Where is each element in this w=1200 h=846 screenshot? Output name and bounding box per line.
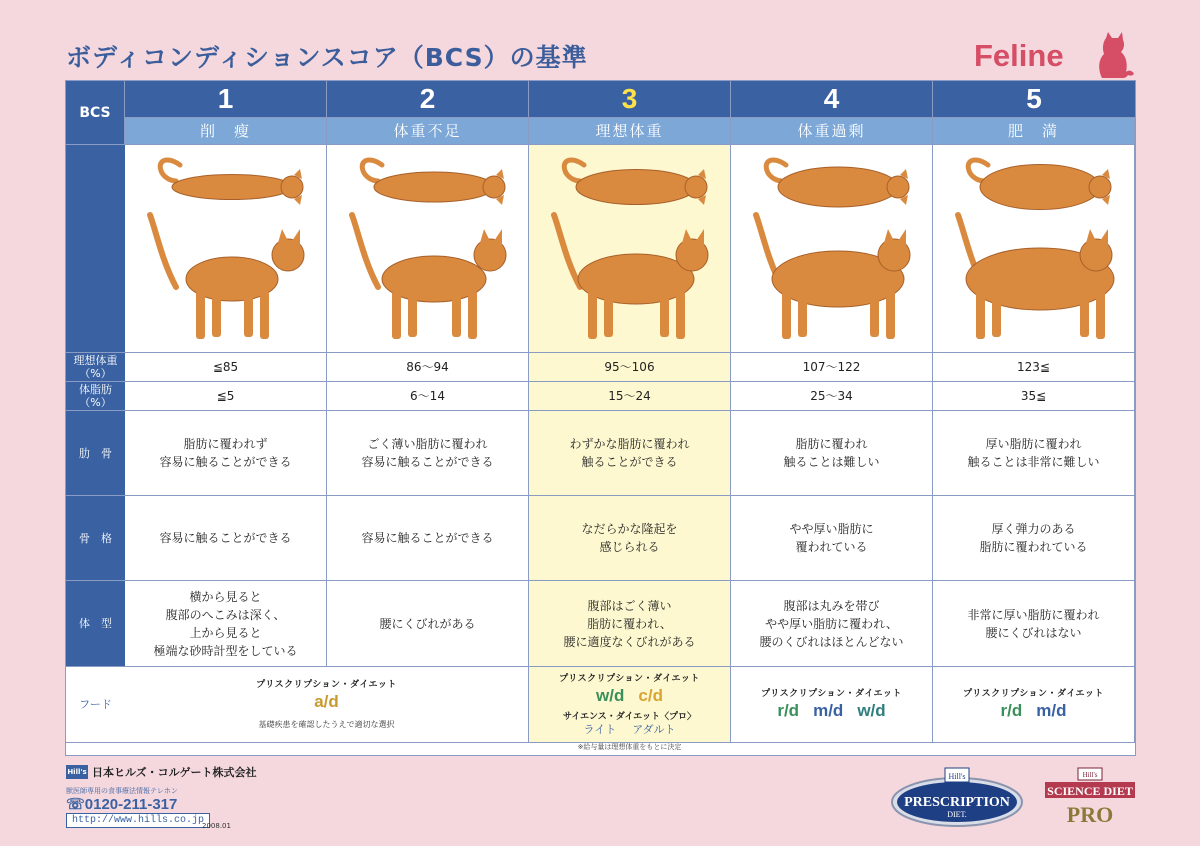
page-title: ボディコンディションスコア（BCS）の基準 xyxy=(66,43,588,72)
pd-main-text: PRESCRIPTION xyxy=(904,795,1010,810)
prescription-diet-title: プリスクリプション・ダイエット xyxy=(761,688,902,699)
row-header-ideal: 理想体重 （%） xyxy=(66,353,125,382)
cell-ribs: 脂肪に覆われ 触ることは難しい xyxy=(731,411,933,496)
cell-ideal: 123≦ xyxy=(933,353,1135,382)
cat-silhouette-icon xyxy=(1088,30,1138,80)
diet-list xyxy=(994,700,1074,722)
science-item: アダルト xyxy=(632,722,676,736)
cell-shape: 腹部は丸みを帯び やや厚い脂肪に覆われ、 腰のくびれはほとんどない xyxy=(731,581,933,667)
cell-ideal: ≦85 xyxy=(125,353,327,382)
image-row-side xyxy=(66,145,125,353)
cat-illustration-4 xyxy=(742,151,922,347)
company-line xyxy=(66,764,256,780)
bcs-score-2: 2 xyxy=(327,81,529,118)
pd-sub-text: DIET. xyxy=(947,810,967,819)
diet-md: m/d xyxy=(1036,700,1067,720)
prescription-diet-title: プリスクリプション・ダイエット xyxy=(963,688,1104,699)
bcs-category-label: 削 瘦 xyxy=(125,118,327,145)
food-cell-1-2 xyxy=(125,667,529,743)
phone-number: ☏0120-211-317 xyxy=(66,796,178,813)
bcs-score-4: 4 xyxy=(731,81,933,118)
cat-illustration-2 xyxy=(338,151,518,347)
row-header-shape: 体 型 xyxy=(66,581,125,667)
footnote: ※給与量は理想体重をもとに決定 xyxy=(577,743,682,751)
cat-image-cell xyxy=(529,145,731,353)
diet-list xyxy=(770,700,892,722)
cell-ribs: ごく薄い脂肪に覆われ 容易に触ることができる xyxy=(327,411,529,496)
website-link[interactable]: http://www.hills.co.jp xyxy=(66,813,210,828)
cat-image-cell xyxy=(327,145,529,353)
cell-shape: 腹部はごく薄い 脂肪に覆われ、 腰に適度なくびれがある xyxy=(529,581,731,667)
cell-ideal: 107～122 xyxy=(731,353,933,382)
bcs-header-label: BCS xyxy=(66,81,125,145)
bcs-score-5: 5 xyxy=(933,81,1135,118)
food-note: 基礎疾患を確認したうえで適切な選択 xyxy=(258,719,395,729)
food-cell-4 xyxy=(731,667,933,743)
diet-rd: r/d xyxy=(777,700,800,720)
cat-image-cell xyxy=(731,145,933,353)
science-diet-pro-logo xyxy=(1043,766,1137,828)
diet-rd: r/d xyxy=(1000,700,1023,720)
bcs-score-1: 1 xyxy=(125,81,327,118)
cell-ideal: 95～106 xyxy=(529,353,731,382)
cell-skeleton: 容易に触ることができる xyxy=(125,496,327,581)
science-diet-items xyxy=(576,723,684,737)
bcs-category-label: 肥 満 xyxy=(933,118,1135,145)
bcs-table xyxy=(65,80,1136,756)
print-date: 2008.01 xyxy=(202,822,231,830)
cell-ribs: わずかな脂肪に覆われ 触ることができる xyxy=(529,411,731,496)
vet-phone-caption: 獣医師専用の食事療法情報テレホン xyxy=(66,787,178,795)
cell-fat: ≦5 xyxy=(125,382,327,411)
row-header-fat: 体脂肪 （%） xyxy=(66,382,125,411)
cell-skeleton: 容易に触ることができる xyxy=(327,496,529,581)
row-header-skeleton: 骨 格 xyxy=(66,496,125,581)
diet-wd: w/d xyxy=(596,685,625,705)
cell-fat: 35≦ xyxy=(933,382,1135,411)
row-header-food: フード xyxy=(66,667,125,743)
bcs-category-label: 体重不足 xyxy=(327,118,529,145)
sd-main-text: SCIENCE DIET xyxy=(1047,784,1133,798)
diet-md: m/d xyxy=(813,700,844,720)
cell-skeleton: なだらかな隆起を 感じられる xyxy=(529,496,731,581)
cell-shape: 横から見ると 腹部のへこみは深く、 上から見ると 極端な砂時計型をしている xyxy=(125,581,327,667)
cell-fat: 25～34 xyxy=(731,382,933,411)
pd-hills-text: Hill's xyxy=(948,772,966,781)
diet-list xyxy=(307,691,346,713)
cell-ribs: 脂肪に覆われず 容易に触ることができる xyxy=(125,411,327,496)
cell-ribs: 厚い脂肪に覆われ 触ることは非常に難しい xyxy=(933,411,1135,496)
diet-ad: a/d xyxy=(314,691,339,711)
cat-image-cell xyxy=(125,145,327,353)
hills-mini-logo: Hill's xyxy=(66,765,88,779)
cat-illustration-3 xyxy=(540,151,720,347)
bcs-category-label: 体重過剰 xyxy=(731,118,933,145)
sd-sub-text: PRO xyxy=(1066,802,1114,827)
cat-illustration-1 xyxy=(136,151,316,347)
cell-fat: 6～14 xyxy=(327,382,529,411)
cell-skeleton: やや厚い脂肪に 覆われている xyxy=(731,496,933,581)
company-name: 日本ヒルズ・コルゲート株式会社 xyxy=(92,766,257,779)
bcs-category-label: 理想体重 xyxy=(529,118,731,145)
diet-list xyxy=(589,685,670,707)
cell-shape: 非常に厚い脂肪に覆われ 腰にくびれはない xyxy=(933,581,1135,667)
food-cell-5 xyxy=(933,667,1135,743)
cell-fat: 15～24 xyxy=(529,382,731,411)
food-cell-3 xyxy=(529,667,731,743)
diet-cd: c/d xyxy=(638,685,663,705)
cat-illustration-5 xyxy=(944,151,1124,347)
science-diet-title: サイエンス・ダイエット〈プロ〉 xyxy=(562,711,697,722)
cell-skeleton: 厚く弾力のある 脂肪に覆われている xyxy=(933,496,1135,581)
prescription-diet-title: プリスクリプション・ダイエット xyxy=(256,679,397,690)
diet-wd: w/d xyxy=(857,700,886,720)
cat-image-cell xyxy=(933,145,1135,353)
sd-hills-text: Hill's xyxy=(1082,771,1098,779)
phone-text: 0120-211-317 xyxy=(84,796,178,813)
bcs-score-3: 3 xyxy=(529,81,731,118)
prescription-diet-logo xyxy=(890,766,1024,828)
row-header-ribs: 肋 骨 xyxy=(66,411,125,496)
cell-shape: 腰にくびれがある xyxy=(327,581,529,667)
science-item: ライト xyxy=(583,722,617,736)
prescription-diet-title: プリスクリプション・ダイエット xyxy=(559,673,700,684)
cell-ideal: 86～94 xyxy=(327,353,529,382)
feline-heading: Feline xyxy=(974,38,1064,73)
